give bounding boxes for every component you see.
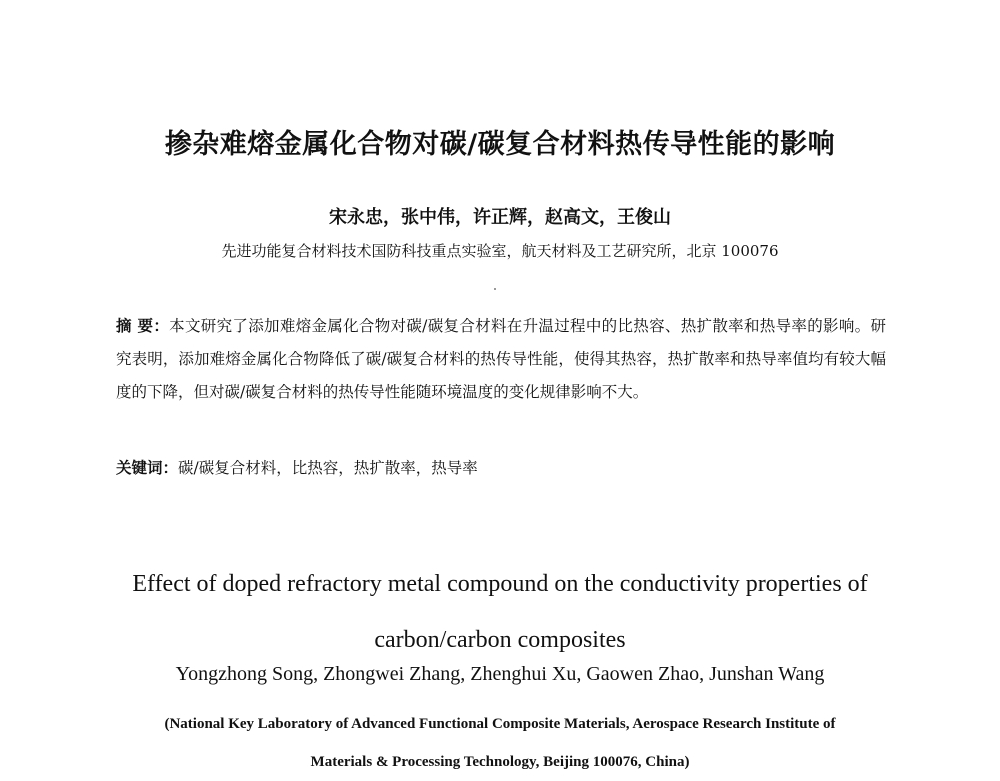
english-affiliation (0, 705, 1000, 781)
chinese-affiliation: 先进功能复合材料技术国防科技重点实验室，航天材料及工艺研究所，北京 100076 (221, 242, 779, 260)
chinese-keywords (116, 456, 886, 478)
keywords-label: 关键词： (116, 459, 179, 477)
stray-dot (494, 288, 496, 290)
abstract-text: 本文研究了添加难熔金属化合物对碳/碳复合材料在升温过程中的比热容、热扩散率和热导率的影响。研究表明，添加难熔金属化合物降低了碳/碳复合材料的热传导性能，使得其热容，热扩散率和热导率值均有较大幅度的下降，但对碳/碳复合材料的热传导性能随环境温度的变化规律影响不大。 (116, 317, 886, 401)
english-affiliation-line-1: (National Key Laboratory of Advanced Functional Composite Materials, Aerospace Research Institute of (164, 716, 836, 732)
english-title-line-1: Effect of doped refractory metal compound on the conductivity properties of (132, 571, 868, 597)
keywords-text: 碳/碳复合材料，比热容，热扩散率，热导率 (178, 459, 478, 477)
english-title (0, 556, 1000, 668)
english-title-line-2: carbon/carbon composites (374, 627, 626, 653)
chinese-abstract (116, 310, 886, 409)
chinese-authors: 宋永忠，张中伟，许正辉，赵高文，王俊山 (329, 207, 671, 228)
abstract-label: 摘 要： (116, 317, 170, 335)
english-affiliation-line-2: Materials & Processing Technology, Beijing 100076, China) (310, 754, 690, 770)
chinese-title: 掺杂难熔金属化合物对碳/碳复合材料热传导性能的影响 (164, 129, 836, 160)
english-authors: Yongzhong Song, Zhongwei Zhang, Zhenghui Xu, Gaowen Zhao, Junshan Wang (175, 663, 825, 685)
